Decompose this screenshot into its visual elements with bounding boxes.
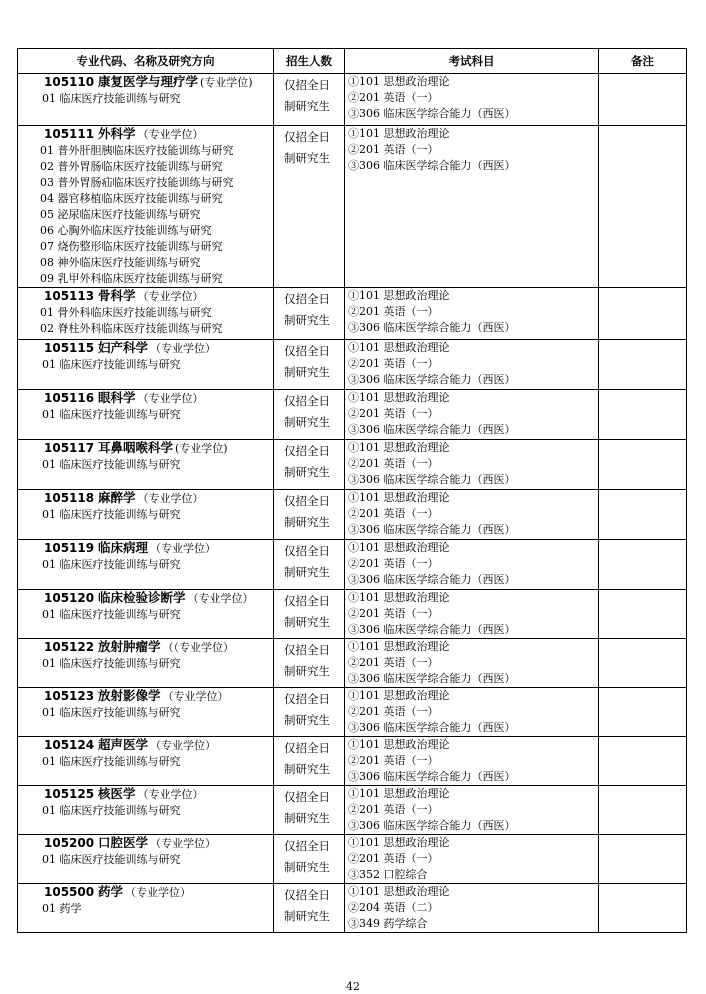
major-name: 麻醉学 [97,490,136,505]
exam-subject: ①101 思想政治理论 [348,491,450,504]
major-name: 口腔医学 [97,835,148,850]
quota-text: 仅招全日 [284,692,330,706]
research-direction: 01 临床医疗技能训练与研究 [42,804,181,817]
degree-type: （专业学位） [149,542,216,555]
exams-cell [345,74,599,126]
degree-type: （专业学位） [137,128,204,141]
notes-cell [599,835,687,884]
exams-cell [345,639,599,688]
major-code: 105200 [44,836,95,850]
major-title [18,440,273,457]
table-row [18,590,687,639]
major-title [18,390,273,407]
research-direction: 03 普外胃肠疝临床医疗技能训练与研究 [40,176,234,189]
major-code: 105111 [44,127,95,141]
quota-cell [274,540,345,590]
exam-subject: ③306 临床医学综合能力（西医） [348,373,516,386]
major-name: 放射肿瘤学 [97,639,161,654]
quota-text: 制研究生 [284,713,330,727]
exam-subject: ②201 英语（一） [348,507,439,520]
notes-cell [599,737,687,786]
major-code: 105110 [44,75,95,89]
table-row [18,390,687,440]
exam-subject: ①101 思想政治理论 [348,787,450,800]
quota-text: 仅招全日 [284,130,330,144]
quota-text: 仅招全日 [284,78,330,92]
header-quota: 招生人数 [274,49,345,74]
major-title [18,340,273,357]
exam-subject: ①101 思想政治理论 [348,391,450,404]
major-cell [18,74,274,126]
exams-cell [345,884,599,933]
exam-subject: ①101 思想政治理论 [348,640,450,653]
major-code: 105125 [44,787,95,801]
degree-type: （（专业学位） [162,641,234,654]
exams-cell [345,288,599,340]
quota-cell [274,490,345,540]
notes-cell [599,440,687,490]
quota-cell [274,884,345,933]
degree-type: （专业学位） [162,690,229,703]
table-header-row [18,49,687,74]
page-number: 42 [346,980,360,993]
major-cell [18,340,274,390]
major-name: 康复医学与理疗学 [97,74,198,89]
major-name: 核医学 [97,786,136,801]
notes-cell [599,390,687,440]
exam-subject: ①101 思想政治理论 [348,738,450,751]
quota-text: 仅招全日 [284,839,330,853]
table-row [18,737,687,786]
notes-cell [599,490,687,540]
research-direction: 01 药学 [42,902,82,915]
table-row [18,835,687,884]
major-title [18,737,273,754]
major-code: 105123 [44,689,95,703]
degree-type: （专业学位） [137,290,204,303]
major-cell [18,390,274,440]
major-title [18,540,273,557]
exam-subject: ①101 思想政治理论 [348,75,450,88]
quota-text: 仅招全日 [284,292,330,306]
notes-cell [599,126,687,288]
quota-cell [274,126,345,288]
table-row [18,884,687,933]
research-direction: 01 临床医疗技能训练与研究 [42,358,181,371]
major-code: 105500 [44,885,95,899]
research-direction: 07 烧伤整形临床医疗技能训练与研究 [40,240,223,253]
quota-text: 仅招全日 [284,888,330,902]
major-name: 妇产科学 [97,340,148,355]
major-code: 105119 [44,541,95,555]
research-direction: 01 临床医疗技能训练与研究 [42,558,181,571]
exams-cell [345,440,599,490]
major-cell [18,590,274,639]
exams-cell [345,390,599,440]
quota-text: 仅招全日 [284,643,330,657]
header-major: 专业代码、名称及研究方向 [18,49,274,74]
quota-cell [274,737,345,786]
exams-cell [345,835,599,884]
exam-subject: ③306 临床医学综合能力（西医） [348,321,516,334]
quota-text: 制研究生 [284,313,330,327]
quota-text: 制研究生 [284,860,330,874]
major-cell [18,490,274,540]
major-title [18,639,273,656]
exams-cell [345,540,599,590]
exams-cell [345,737,599,786]
research-direction: 01 骨外科临床医疗技能训练与研究 [40,306,212,319]
quota-text: 仅招全日 [284,494,330,508]
degree-type: （专业学位） [124,886,191,899]
degree-type: （专业学位） [137,392,204,405]
notes-cell [599,590,687,639]
quota-text: 仅招全日 [284,544,330,558]
quota-text: 制研究生 [284,762,330,776]
quota-cell [274,688,345,737]
quota-cell [274,440,345,490]
exam-subject: ①101 思想政治理论 [348,289,450,302]
research-direction: 01 临床医疗技能训练与研究 [42,458,181,471]
exam-subject: ②201 英语（一） [348,705,439,718]
table-row [18,126,687,288]
quota-text: 仅招全日 [284,394,330,408]
table-row [18,288,687,340]
exam-subject: ②201 英语（一） [348,143,439,156]
quota-text: 制研究生 [284,811,330,825]
exam-subject: ①101 思想政治理论 [348,341,450,354]
exam-subject: ②201 英语（一） [348,305,439,318]
research-direction: 01 临床医疗技能训练与研究 [42,755,181,768]
exam-subject: ③306 临床医学综合能力（西医） [348,159,516,172]
quota-cell [274,835,345,884]
major-name: 临床检验诊断学 [97,590,186,605]
degree-type: (专业学位) [199,76,253,89]
exams-cell [345,126,599,288]
exams-cell [345,340,599,390]
notes-cell [599,786,687,835]
research-direction: 06 心胸外临床医疗技能训练与研究 [40,224,212,237]
quota-text: 制研究生 [284,465,330,479]
research-direction: 01 临床医疗技能训练与研究 [42,508,181,521]
exam-subject: ③306 临床医学综合能力（西医） [348,623,516,636]
research-direction: 01 临床医疗技能训练与研究 [42,657,181,670]
degree-type: （专业学位） [187,592,254,605]
exam-subject: ③352 口腔综合 [348,868,428,881]
quota-cell [274,340,345,390]
exam-subject: ③306 临床医学综合能力（西医） [348,770,516,783]
major-cell [18,288,274,340]
table-row [18,786,687,835]
quota-text: 制研究生 [284,664,330,678]
major-cell [18,737,274,786]
quota-text: 仅招全日 [284,344,330,358]
major-code: 105113 [44,289,95,303]
quota-text: 仅招全日 [284,594,330,608]
major-cell [18,688,274,737]
exams-cell [345,786,599,835]
major-cell [18,540,274,590]
research-direction: 08 神外临床医疗技能训练与研究 [40,256,201,269]
degree-type: （专业学位） [149,837,216,850]
table-row [18,688,687,737]
major-code: 105115 [44,341,95,355]
table-row [18,440,687,490]
degree-type: （专业学位） [149,342,216,355]
major-title [18,835,273,852]
major-name: 耳鼻咽喉科学 [97,440,173,455]
notes-cell [599,540,687,590]
quota-text: 制研究生 [284,151,330,165]
degree-type: （专业学位） [137,788,204,801]
exam-subject: ②201 英语（一） [348,557,439,570]
major-name: 放射影像学 [97,688,161,703]
quota-text: 制研究生 [284,365,330,379]
research-direction: 01 临床医疗技能训练与研究 [42,608,181,621]
exam-subject: ③306 临床医学综合能力（西医） [348,573,516,586]
quota-text: 制研究生 [284,909,330,923]
major-cell [18,440,274,490]
header-notes: 备注 [599,49,687,74]
notes-cell [599,288,687,340]
exam-subject: ②201 英语（一） [348,803,439,816]
major-name: 临床病理 [97,540,148,555]
quota-cell [274,590,345,639]
quota-text: 仅招全日 [284,741,330,755]
exam-subject: ③306 临床医学综合能力（西医） [348,107,516,120]
notes-cell [599,639,687,688]
major-title [18,288,273,305]
major-code: 105118 [44,491,95,505]
exam-subject: ①101 思想政治理论 [348,689,450,702]
table-row [18,74,687,126]
degree-type: （专业学位） [137,492,204,505]
major-code: 105122 [44,640,95,654]
major-name: 超声医学 [97,737,148,752]
exams-cell [345,590,599,639]
research-direction: 04 器官移植临床医疗技能训练与研究 [40,192,223,205]
exam-subject: ①101 思想政治理论 [348,591,450,604]
major-cell [18,835,274,884]
table-row [18,490,687,540]
quota-text: 制研究生 [284,515,330,529]
exam-subject: ③306 临床医学综合能力（西医） [348,721,516,734]
quota-text: 制研究生 [284,99,330,113]
major-cell [18,639,274,688]
exams-cell [345,688,599,737]
table-row [18,540,687,590]
notes-cell [599,884,687,933]
research-direction: 01 普外肝胆胰临床医疗技能训练与研究 [40,144,234,157]
research-direction: 01 临床医疗技能训练与研究 [42,92,181,105]
research-direction: 01 临床医疗技能训练与研究 [42,853,181,866]
research-direction: 02 普外胃肠临床医疗技能训练与研究 [40,160,223,173]
quota-text: 制研究生 [284,415,330,429]
major-name: 骨科学 [97,288,136,303]
exam-subject: ②201 英语（一） [348,852,439,865]
exam-subject: ②201 英语（一） [348,607,439,620]
major-code: 105117 [44,441,95,455]
major-code: 105116 [44,391,95,405]
major-code: 105124 [44,738,95,752]
exam-subject: ①101 思想政治理论 [348,441,450,454]
quota-cell [274,786,345,835]
major-title [18,884,273,901]
exam-subject: ③306 临床医学综合能力（西医） [348,819,516,832]
major-name: 药学 [97,884,123,899]
major-title [18,590,273,607]
table-row [18,639,687,688]
quota-cell [274,288,345,340]
research-direction: 05 泌尿临床医疗技能训练与研究 [40,208,201,221]
quota-cell [274,639,345,688]
exam-subject: ③349 药学综合 [348,917,428,930]
quota-text: 仅招全日 [284,444,330,458]
exam-subject: ②201 英语（一） [348,754,439,767]
exam-subject: ②201 英语（一） [348,656,439,669]
exam-subject: ③306 临床医学综合能力（西医） [348,523,516,536]
major-title [18,786,273,803]
major-title [18,490,273,507]
research-direction: 01 临床医疗技能训练与研究 [42,706,181,719]
exam-subject: ③306 临床医学综合能力（西医） [348,423,516,436]
table-row [18,340,687,390]
degree-type: （专业学位） [149,739,216,752]
exam-subject: ②201 英语（一） [348,91,439,104]
major-title [18,126,273,143]
research-direction: 09 乳甲外科临床医疗技能训练与研究 [40,272,223,285]
exam-subject: ②201 英语（一） [348,407,439,420]
exam-subject: ②201 英语（一） [348,357,439,370]
exam-subject: ①101 思想政治理论 [348,127,450,140]
exam-subject: ①101 思想政治理论 [348,836,450,849]
major-title [18,688,273,705]
major-cell [18,126,274,288]
notes-cell [599,688,687,737]
major-code: 105120 [44,591,95,605]
notes-cell [599,74,687,126]
research-direction: 01 临床医疗技能训练与研究 [42,408,181,421]
admissions-table [17,48,687,933]
quota-cell [274,74,345,126]
exam-subject: ②201 英语（一） [348,457,439,470]
major-title [18,74,273,91]
exam-subject: ①101 思想政治理论 [348,541,450,554]
major-name: 眼科学 [97,390,136,405]
major-cell [18,786,274,835]
exams-cell [345,490,599,540]
major-cell [18,884,274,933]
research-direction: 02 脊柱外科临床医疗技能训练与研究 [40,322,223,335]
major-name: 外科学 [97,126,136,141]
notes-cell [599,340,687,390]
quota-cell [274,390,345,440]
degree-type: (专业学位) [174,442,228,455]
exam-subject: ③306 临床医学综合能力（西医） [348,672,516,685]
exam-subject: ①101 思想政治理论 [348,885,450,898]
exam-subject: ③306 临床医学综合能力（西医） [348,473,516,486]
quota-text: 制研究生 [284,615,330,629]
quota-text: 仅招全日 [284,790,330,804]
header-exams: 考试科目 [345,49,599,74]
quota-text: 制研究生 [284,565,330,579]
exam-subject: ②204 英语（二） [348,901,439,914]
